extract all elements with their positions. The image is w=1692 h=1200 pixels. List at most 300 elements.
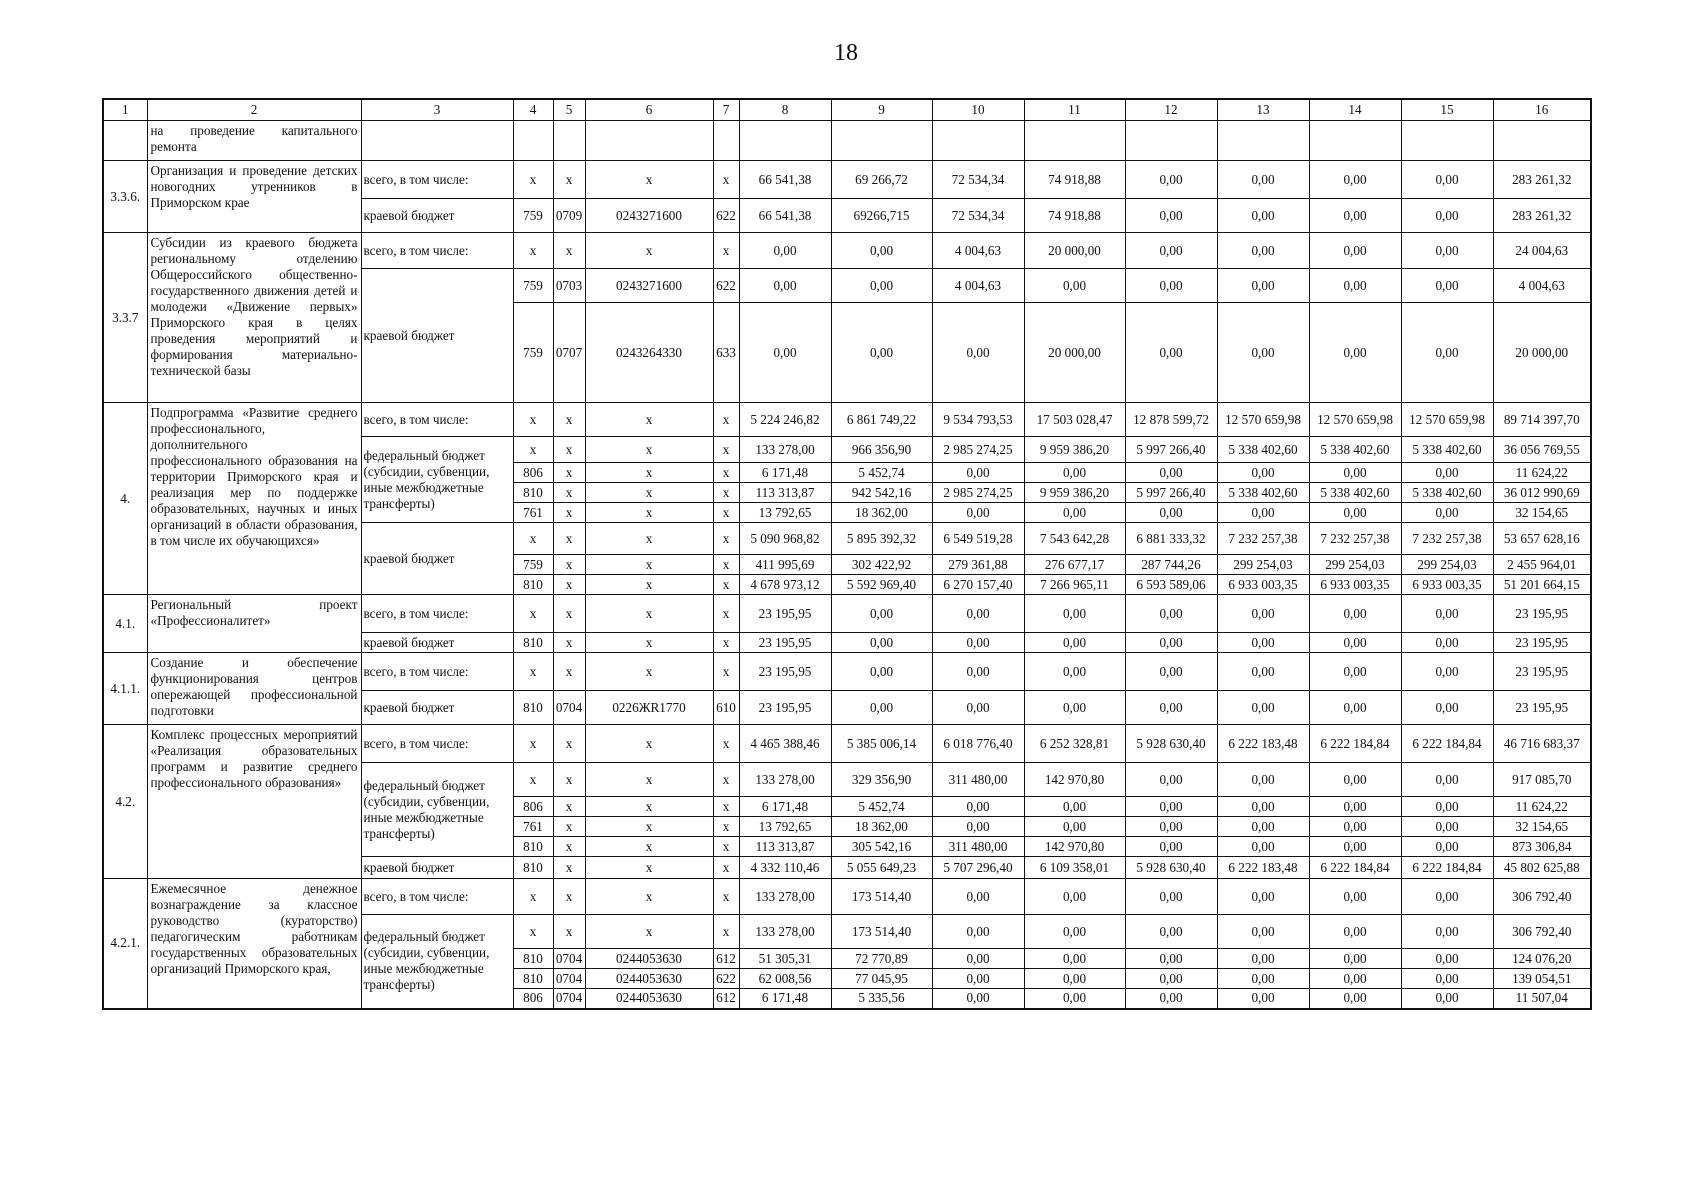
amount-cell-col-11: 0,00 xyxy=(1024,691,1125,725)
amount-cell-col-16: 32 154,65 xyxy=(1493,503,1591,523)
amount-cell-col-13: 0,00 xyxy=(1217,653,1309,691)
funding-source-cell: краевой бюджет xyxy=(361,633,513,653)
code-cell-c5: x xyxy=(553,555,585,575)
amount-cell-col-12: 12 878 599,72 xyxy=(1125,403,1217,437)
amount-cell-col-9: 173 514,40 xyxy=(831,879,932,915)
funding-source-cell: краевой бюджет xyxy=(361,269,513,403)
amount-cell-col-10: 0,00 xyxy=(932,691,1024,725)
code-cell-c7: 622 xyxy=(713,969,739,989)
amount-cell-col-8: 51 305,31 xyxy=(739,949,831,969)
table-row xyxy=(103,403,1591,437)
table-row xyxy=(103,653,1591,691)
amount-cell-col-16: 917 085,70 xyxy=(1493,763,1591,797)
code-cell-c6: 0243271600 xyxy=(585,199,713,233)
code-cell-c6: x xyxy=(585,523,713,555)
amount-cell-col-10: 5 707 296,40 xyxy=(932,857,1024,879)
code-cell-c7: x xyxy=(713,817,739,837)
empty-cell xyxy=(713,121,739,161)
amount-cell-col-12: 5 997 266,40 xyxy=(1125,483,1217,503)
amount-cell-col-14: 0,00 xyxy=(1309,503,1401,523)
amount-cell-col-8: 411 995,69 xyxy=(739,555,831,575)
amount-cell-col-11: 142 970,80 xyxy=(1024,837,1125,857)
amount-cell-col-10: 72 534,34 xyxy=(932,161,1024,199)
amount-cell-col-8: 5 090 968,82 xyxy=(739,523,831,555)
amount-cell-col-15: 0,00 xyxy=(1401,797,1493,817)
amount-cell-col-13: 12 570 659,98 xyxy=(1217,403,1309,437)
column-header-9: 9 xyxy=(831,99,932,121)
code-cell-c4: 759 xyxy=(513,269,553,303)
amount-cell-col-16: 23 195,95 xyxy=(1493,691,1591,725)
amount-cell-col-10: 0,00 xyxy=(932,879,1024,915)
code-cell-c7: x xyxy=(713,725,739,763)
code-cell-c5: x xyxy=(553,879,585,915)
empty-cell xyxy=(1493,121,1591,161)
funding-source-cell: всего, в том числе: xyxy=(361,595,513,633)
code-cell-c6: x xyxy=(585,653,713,691)
amount-cell-col-12: 0,00 xyxy=(1125,837,1217,857)
amount-cell-col-14: 5 338 402,60 xyxy=(1309,483,1401,503)
code-cell-c7: 612 xyxy=(713,949,739,969)
amount-cell-col-15: 6 222 184,84 xyxy=(1401,725,1493,763)
code-cell-c7: x xyxy=(713,915,739,949)
amount-cell-col-13: 0,00 xyxy=(1217,303,1309,403)
amount-cell-col-14: 0,00 xyxy=(1309,691,1401,725)
amount-cell-col-15: 0,00 xyxy=(1401,817,1493,837)
amount-cell-col-16: 306 792,40 xyxy=(1493,879,1591,915)
code-cell-c5: x xyxy=(553,857,585,879)
amount-cell-col-11: 0,00 xyxy=(1024,463,1125,483)
table-row xyxy=(103,161,1591,199)
amount-cell-col-15: 299 254,03 xyxy=(1401,555,1493,575)
code-cell-c6: x xyxy=(585,879,713,915)
amount-cell-col-15: 7 232 257,38 xyxy=(1401,523,1493,555)
amount-cell-col-12: 0,00 xyxy=(1125,161,1217,199)
table-row xyxy=(103,595,1591,633)
code-cell-c5: 0704 xyxy=(553,691,585,725)
column-header-13: 13 xyxy=(1217,99,1309,121)
amount-cell-col-9: 5 335,56 xyxy=(831,989,932,1009)
funding-source-cell: федеральный бюджет (субсидии, субвенции, иные межбюджетные трансферты) xyxy=(361,763,513,857)
amount-cell-col-15: 0,00 xyxy=(1401,915,1493,949)
code-cell-c6: x xyxy=(585,763,713,797)
amount-cell-col-8: 66 541,38 xyxy=(739,161,831,199)
amount-cell-col-12: 0,00 xyxy=(1125,691,1217,725)
table-body xyxy=(103,99,1591,1009)
funding-source-cell: всего, в том числе: xyxy=(361,233,513,269)
code-cell-c5: 0709 xyxy=(553,199,585,233)
amount-cell-col-16: 51 201 664,15 xyxy=(1493,575,1591,595)
amount-cell-col-11: 142 970,80 xyxy=(1024,763,1125,797)
amount-cell-col-11: 0,00 xyxy=(1024,633,1125,653)
code-cell-c4: 761 xyxy=(513,503,553,523)
code-cell-c7: x xyxy=(713,879,739,915)
code-cell-c6: x xyxy=(585,463,713,483)
amount-cell-col-12: 0,00 xyxy=(1125,199,1217,233)
amount-cell-col-13: 299 254,03 xyxy=(1217,555,1309,575)
code-cell-c6: x xyxy=(585,233,713,269)
row-index-cell xyxy=(103,121,147,161)
amount-cell-col-13: 0,00 xyxy=(1217,503,1309,523)
empty-cell xyxy=(1125,121,1217,161)
amount-cell-col-8: 113 313,87 xyxy=(739,483,831,503)
amount-cell-col-10: 311 480,00 xyxy=(932,837,1024,857)
row-name-cell: Субсидии из краевого бюджета региональному отделению Общероссийского общественно-государственного движения детей и молодежи «Движение первых» Приморского края в целях проведения мероприятий и формирования материально-технической базы xyxy=(147,233,361,403)
amount-cell-col-11: 20 000,00 xyxy=(1024,303,1125,403)
amount-cell-col-9: 0,00 xyxy=(831,269,932,303)
code-cell-c4: x xyxy=(513,403,553,437)
amount-cell-col-14: 12 570 659,98 xyxy=(1309,403,1401,437)
code-cell-c7: x xyxy=(713,595,739,633)
code-cell-c4: 761 xyxy=(513,817,553,837)
table-row xyxy=(103,725,1591,763)
amount-cell-col-16: 36 012 990,69 xyxy=(1493,483,1591,503)
code-cell-c5: 0704 xyxy=(553,969,585,989)
amount-cell-col-15: 0,00 xyxy=(1401,161,1493,199)
funding-source-cell: всего, в том числе: xyxy=(361,653,513,691)
amount-cell-col-12: 0,00 xyxy=(1125,463,1217,483)
amount-cell-col-15: 6 222 184,84 xyxy=(1401,857,1493,879)
amount-cell-col-15: 0,00 xyxy=(1401,949,1493,969)
amount-cell-col-14: 0,00 xyxy=(1309,595,1401,633)
amount-cell-col-12: 0,00 xyxy=(1125,633,1217,653)
amount-cell-col-12: 0,00 xyxy=(1125,879,1217,915)
code-cell-c4: 810 xyxy=(513,483,553,503)
amount-cell-col-9: 5 452,74 xyxy=(831,463,932,483)
amount-cell-col-9: 77 045,95 xyxy=(831,969,932,989)
amount-cell-col-10: 0,00 xyxy=(932,817,1024,837)
amount-cell-col-11: 9 959 386,20 xyxy=(1024,483,1125,503)
amount-cell-col-13: 0,00 xyxy=(1217,199,1309,233)
amount-cell-col-10: 0,00 xyxy=(932,915,1024,949)
amount-cell-col-8: 5 224 246,82 xyxy=(739,403,831,437)
amount-cell-col-8: 133 278,00 xyxy=(739,437,831,463)
amount-cell-col-14: 0,00 xyxy=(1309,763,1401,797)
code-cell-c7: x xyxy=(713,857,739,879)
header-row xyxy=(103,99,1591,121)
amount-cell-col-11: 0,00 xyxy=(1024,503,1125,523)
amount-cell-col-9: 5 452,74 xyxy=(831,797,932,817)
amount-cell-col-16: 306 792,40 xyxy=(1493,915,1591,949)
code-cell-c4: x xyxy=(513,595,553,633)
amount-cell-col-15: 0,00 xyxy=(1401,303,1493,403)
amount-cell-col-15: 0,00 xyxy=(1401,691,1493,725)
code-cell-c6: x xyxy=(585,817,713,837)
code-cell-c4: x xyxy=(513,725,553,763)
amount-cell-col-9: 0,00 xyxy=(831,653,932,691)
empty-cell xyxy=(932,121,1024,161)
funding-source-cell: краевой бюджет xyxy=(361,523,513,595)
amount-cell-col-14: 0,00 xyxy=(1309,161,1401,199)
code-cell-c4: x xyxy=(513,233,553,269)
amount-cell-col-13: 0,00 xyxy=(1217,763,1309,797)
amount-cell-col-10: 6 270 157,40 xyxy=(932,575,1024,595)
funding-source-cell: федеральный бюджет (субсидии, субвенции, иные межбюджетные трансферты) xyxy=(361,915,513,1009)
amount-cell-col-9: 5 895 392,32 xyxy=(831,523,932,555)
amount-cell-col-11: 0,00 xyxy=(1024,879,1125,915)
funding-source-cell: всего, в том числе: xyxy=(361,161,513,199)
code-cell-c4: 810 xyxy=(513,575,553,595)
code-cell-c5: x xyxy=(553,817,585,837)
amount-cell-col-15: 0,00 xyxy=(1401,763,1493,797)
amount-cell-col-14: 6 933 003,35 xyxy=(1309,575,1401,595)
amount-cell-col-8: 133 278,00 xyxy=(739,879,831,915)
empty-cell xyxy=(739,121,831,161)
empty-cell xyxy=(1401,121,1493,161)
row-index-cell: 3.3.6. xyxy=(103,161,147,233)
amount-cell-col-15: 0,00 xyxy=(1401,969,1493,989)
empty-cell xyxy=(513,121,553,161)
code-cell-c4: x xyxy=(513,437,553,463)
amount-cell-col-10: 9 534 793,53 xyxy=(932,403,1024,437)
code-cell-c7: 622 xyxy=(713,269,739,303)
code-cell-c6: x xyxy=(585,555,713,575)
amount-cell-col-14: 0,00 xyxy=(1309,633,1401,653)
column-header-12: 12 xyxy=(1125,99,1217,121)
column-header-7: 7 xyxy=(713,99,739,121)
amount-cell-col-9: 69 266,72 xyxy=(831,161,932,199)
code-cell-c7: 622 xyxy=(713,199,739,233)
amount-cell-col-9: 0,00 xyxy=(831,303,932,403)
code-cell-c5: x xyxy=(553,595,585,633)
amount-cell-col-10: 6 018 776,40 xyxy=(932,725,1024,763)
amount-cell-col-14: 6 222 184,84 xyxy=(1309,857,1401,879)
amount-cell-col-13: 0,00 xyxy=(1217,161,1309,199)
amount-cell-col-11: 0,00 xyxy=(1024,797,1125,817)
amount-cell-col-9: 942 542,16 xyxy=(831,483,932,503)
amount-cell-col-10: 0,00 xyxy=(932,463,1024,483)
amount-cell-col-14: 0,00 xyxy=(1309,797,1401,817)
code-cell-c4: 759 xyxy=(513,555,553,575)
amount-cell-col-16: 45 802 625,88 xyxy=(1493,857,1591,879)
code-cell-c6: x xyxy=(585,595,713,633)
amount-cell-col-10: 2 985 274,25 xyxy=(932,437,1024,463)
amount-cell-col-14: 0,00 xyxy=(1309,915,1401,949)
amount-cell-col-8: 62 008,56 xyxy=(739,969,831,989)
code-cell-c7: 612 xyxy=(713,989,739,1009)
code-cell-c4: 810 xyxy=(513,857,553,879)
column-header-3: 3 xyxy=(361,99,513,121)
code-cell-c6: x xyxy=(585,857,713,879)
code-cell-c7: 610 xyxy=(713,691,739,725)
amount-cell-col-12: 0,00 xyxy=(1125,233,1217,269)
amount-cell-col-14: 0,00 xyxy=(1309,269,1401,303)
amount-cell-col-9: 69266,715 xyxy=(831,199,932,233)
amount-cell-col-10: 4 004,63 xyxy=(932,233,1024,269)
code-cell-c7: 633 xyxy=(713,303,739,403)
code-cell-c7: x xyxy=(713,633,739,653)
amount-cell-col-16: 283 261,32 xyxy=(1493,199,1591,233)
amount-cell-col-9: 0,00 xyxy=(831,595,932,633)
row-name-cell: Ежемесячное денежное вознаграждение за классное руководство (кураторство) педагогическим работникам государственных образовательных организаций Приморского края, xyxy=(147,879,361,1009)
amount-cell-col-16: 11 507,04 xyxy=(1493,989,1591,1009)
amount-cell-col-15: 0,00 xyxy=(1401,269,1493,303)
code-cell-c4: x xyxy=(513,523,553,555)
amount-cell-col-14: 0,00 xyxy=(1309,879,1401,915)
amount-cell-col-9: 72 770,89 xyxy=(831,949,932,969)
code-cell-c7: x xyxy=(713,483,739,503)
code-cell-c6: 0243271600 xyxy=(585,269,713,303)
code-cell-c5: x xyxy=(553,403,585,437)
code-cell-c6: x xyxy=(585,483,713,503)
code-cell-c4: x xyxy=(513,653,553,691)
budget-table xyxy=(102,98,1592,1010)
code-cell-c5: x xyxy=(553,653,585,691)
amount-cell-col-11: 17 503 028,47 xyxy=(1024,403,1125,437)
amount-cell-col-16: 23 195,95 xyxy=(1493,653,1591,691)
amount-cell-col-12: 5 928 630,40 xyxy=(1125,857,1217,879)
row-index-cell: 4.1.1. xyxy=(103,653,147,725)
code-cell-c5: x xyxy=(553,503,585,523)
code-cell-c6: x xyxy=(585,503,713,523)
amount-cell-col-15: 0,00 xyxy=(1401,503,1493,523)
amount-cell-col-13: 0,00 xyxy=(1217,989,1309,1009)
code-cell-c5: x xyxy=(553,797,585,817)
funding-source-cell: краевой бюджет xyxy=(361,691,513,725)
amount-cell-col-8: 23 195,95 xyxy=(739,653,831,691)
amount-cell-col-13: 0,00 xyxy=(1217,633,1309,653)
amount-cell-col-9: 305 542,16 xyxy=(831,837,932,857)
amount-cell-col-16: 36 056 769,55 xyxy=(1493,437,1591,463)
amount-cell-col-9: 18 362,00 xyxy=(831,817,932,837)
code-cell-c5: x xyxy=(553,233,585,269)
code-cell-c4: 806 xyxy=(513,797,553,817)
amount-cell-col-16: 2 455 964,01 xyxy=(1493,555,1591,575)
amount-cell-col-10: 2 985 274,25 xyxy=(932,483,1024,503)
amount-cell-col-10: 0,00 xyxy=(932,633,1024,653)
code-cell-c7: x xyxy=(713,463,739,483)
amount-cell-col-10: 72 534,34 xyxy=(932,199,1024,233)
amount-cell-col-13: 0,00 xyxy=(1217,463,1309,483)
amount-cell-col-13: 6 222 183,48 xyxy=(1217,857,1309,879)
amount-cell-col-15: 0,00 xyxy=(1401,837,1493,857)
column-header-5: 5 xyxy=(553,99,585,121)
code-cell-c5: x xyxy=(553,463,585,483)
code-cell-c6: 0243264330 xyxy=(585,303,713,403)
amount-cell-col-16: 24 004,63 xyxy=(1493,233,1591,269)
amount-cell-col-16: 124 076,20 xyxy=(1493,949,1591,969)
code-cell-c4: 806 xyxy=(513,989,553,1009)
amount-cell-col-15: 0,00 xyxy=(1401,633,1493,653)
column-header-10: 10 xyxy=(932,99,1024,121)
amount-cell-col-8: 6 171,48 xyxy=(739,989,831,1009)
amount-cell-col-12: 0,00 xyxy=(1125,269,1217,303)
amount-cell-col-16: 873 306,84 xyxy=(1493,837,1591,857)
table-row xyxy=(103,121,1591,161)
code-cell-c5: 0703 xyxy=(553,269,585,303)
amount-cell-col-12: 0,00 xyxy=(1125,653,1217,691)
amount-cell-col-10: 6 549 519,28 xyxy=(932,523,1024,555)
code-cell-c4: 810 xyxy=(513,949,553,969)
code-cell-c6: x xyxy=(585,915,713,949)
code-cell-c6: x xyxy=(585,725,713,763)
amount-cell-col-9: 329 356,90 xyxy=(831,763,932,797)
amount-cell-col-15: 0,00 xyxy=(1401,199,1493,233)
amount-cell-col-16: 46 716 683,37 xyxy=(1493,725,1591,763)
amount-cell-col-15: 0,00 xyxy=(1401,879,1493,915)
column-header-4: 4 xyxy=(513,99,553,121)
code-cell-c6: 0244053630 xyxy=(585,949,713,969)
amount-cell-col-15: 0,00 xyxy=(1401,595,1493,633)
amount-cell-col-9: 0,00 xyxy=(831,633,932,653)
amount-cell-col-10: 0,00 xyxy=(932,969,1024,989)
amount-cell-col-8: 13 792,65 xyxy=(739,503,831,523)
code-cell-c7: x xyxy=(713,503,739,523)
amount-cell-col-14: 7 232 257,38 xyxy=(1309,523,1401,555)
amount-cell-col-12: 0,00 xyxy=(1125,817,1217,837)
amount-cell-col-12: 0,00 xyxy=(1125,989,1217,1009)
amount-cell-col-10: 0,00 xyxy=(932,989,1024,1009)
amount-cell-col-8: 0,00 xyxy=(739,303,831,403)
amount-cell-col-10: 0,00 xyxy=(932,303,1024,403)
amount-cell-col-13: 6 222 183,48 xyxy=(1217,725,1309,763)
amount-cell-col-13: 0,00 xyxy=(1217,949,1309,969)
amount-cell-col-16: 20 000,00 xyxy=(1493,303,1591,403)
amount-cell-col-8: 113 313,87 xyxy=(739,837,831,857)
code-cell-c7: x xyxy=(713,763,739,797)
amount-cell-col-16: 23 195,95 xyxy=(1493,595,1591,633)
amount-cell-col-12: 6 881 333,32 xyxy=(1125,523,1217,555)
amount-cell-col-16: 32 154,65 xyxy=(1493,817,1591,837)
amount-cell-col-13: 0,00 xyxy=(1217,837,1309,857)
code-cell-c6: x xyxy=(585,837,713,857)
column-header-14: 14 xyxy=(1309,99,1401,121)
amount-cell-col-15: 12 570 659,98 xyxy=(1401,403,1493,437)
row-name-cell: Региональный проект «Профессионалитет» xyxy=(147,595,361,653)
amount-cell-col-9: 6 861 749,22 xyxy=(831,403,932,437)
amount-cell-col-10: 0,00 xyxy=(932,653,1024,691)
amount-cell-col-11: 9 959 386,20 xyxy=(1024,437,1125,463)
amount-cell-col-8: 23 195,95 xyxy=(739,595,831,633)
amount-cell-col-10: 279 361,88 xyxy=(932,555,1024,575)
empty-cell xyxy=(1024,121,1125,161)
row-index-cell: 4.2. xyxy=(103,725,147,879)
amount-cell-col-9: 173 514,40 xyxy=(831,915,932,949)
amount-cell-col-12: 0,00 xyxy=(1125,763,1217,797)
code-cell-c5: 0704 xyxy=(553,949,585,969)
code-cell-c5: x xyxy=(553,763,585,797)
amount-cell-col-11: 0,00 xyxy=(1024,269,1125,303)
amount-cell-col-8: 66 541,38 xyxy=(739,199,831,233)
amount-cell-col-11: 0,00 xyxy=(1024,949,1125,969)
funding-source-cell: всего, в том числе: xyxy=(361,403,513,437)
empty-cell xyxy=(585,121,713,161)
amount-cell-col-15: 5 338 402,60 xyxy=(1401,483,1493,503)
amount-cell-col-11: 7 266 965,11 xyxy=(1024,575,1125,595)
column-header-11: 11 xyxy=(1024,99,1125,121)
amount-cell-col-16: 283 261,32 xyxy=(1493,161,1591,199)
column-header-16: 16 xyxy=(1493,99,1591,121)
empty-cell xyxy=(1309,121,1401,161)
amount-cell-col-14: 0,00 xyxy=(1309,653,1401,691)
amount-cell-col-13: 0,00 xyxy=(1217,969,1309,989)
amount-cell-col-11: 74 918,88 xyxy=(1024,199,1125,233)
code-cell-c7: x xyxy=(713,837,739,857)
amount-cell-col-11: 20 000,00 xyxy=(1024,233,1125,269)
code-cell-c6: 0244053630 xyxy=(585,969,713,989)
amount-cell-col-10: 4 004,63 xyxy=(932,269,1024,303)
amount-cell-col-12: 0,00 xyxy=(1125,303,1217,403)
code-cell-c4: 810 xyxy=(513,633,553,653)
amount-cell-col-12: 0,00 xyxy=(1125,595,1217,633)
amount-cell-col-13: 5 338 402,60 xyxy=(1217,437,1309,463)
amount-cell-col-13: 0,00 xyxy=(1217,595,1309,633)
amount-cell-col-14: 6 222 184,84 xyxy=(1309,725,1401,763)
amount-cell-col-14: 0,00 xyxy=(1309,949,1401,969)
row-name-cell: Комплекс процессных мероприятий «Реализация образовательных программ и развитие среднего профессионального образования» xyxy=(147,725,361,879)
code-cell-c7: x xyxy=(713,575,739,595)
amount-cell-col-14: 0,00 xyxy=(1309,989,1401,1009)
amount-cell-col-8: 13 792,65 xyxy=(739,817,831,837)
